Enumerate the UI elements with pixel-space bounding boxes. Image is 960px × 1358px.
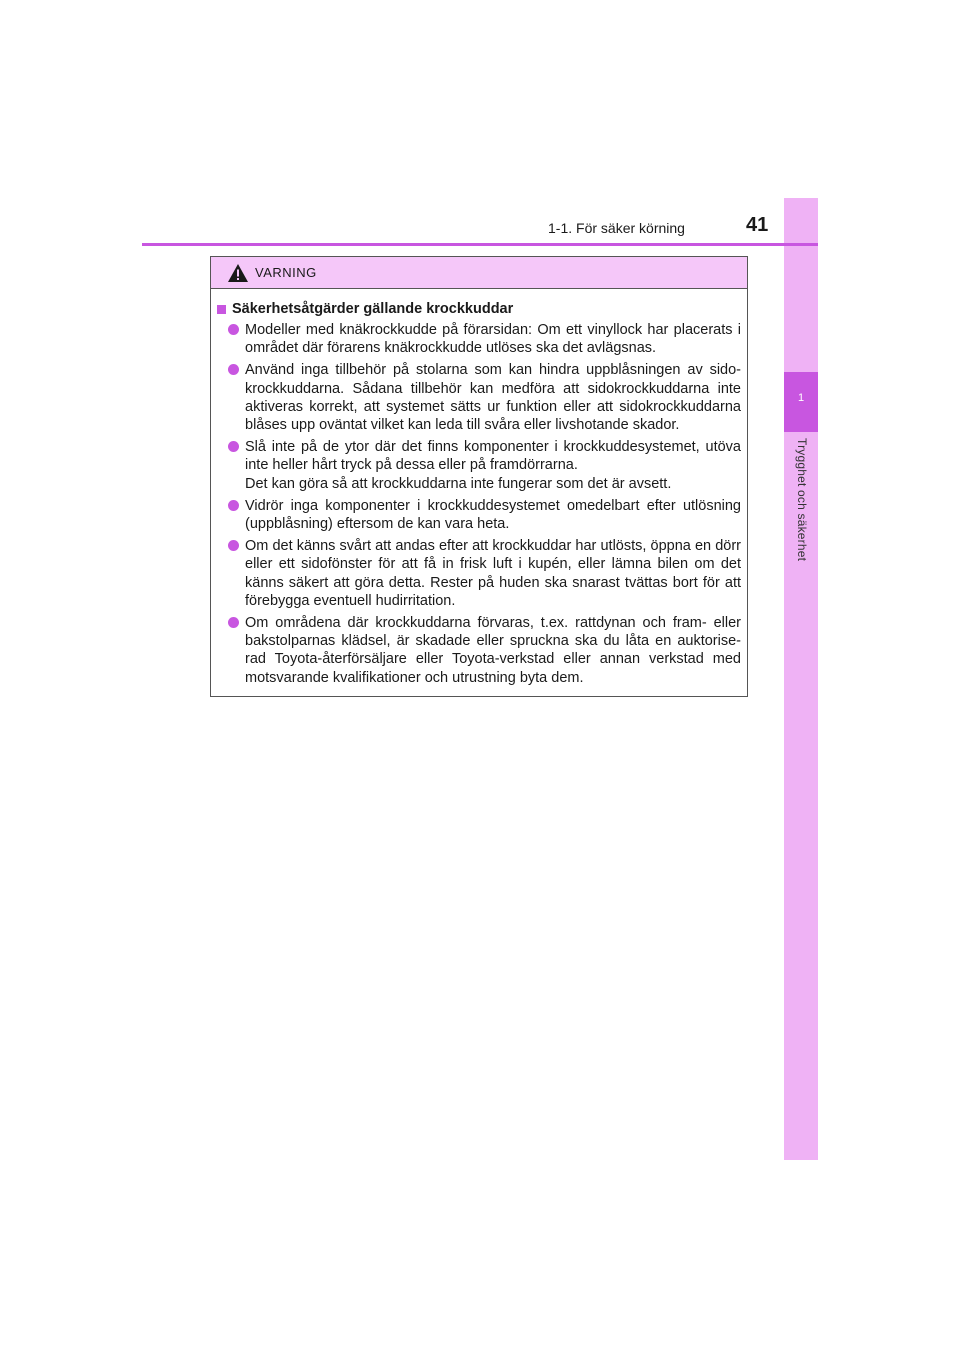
round-bullet-icon — [228, 324, 239, 335]
list-item — [216, 614, 741, 687]
section-heading — [216, 301, 741, 317]
square-bullet-icon — [217, 305, 226, 314]
list-item — [216, 321, 741, 357]
list-item — [216, 361, 741, 434]
warning-triangle-icon — [227, 263, 249, 283]
warning-body — [211, 289, 747, 687]
section-title: 1-1. För säker körning — [548, 220, 685, 236]
list-item — [216, 537, 741, 610]
list-item-text: Om det känns svårt att andas efter att krockkuddar har utlösts, öppna en dörr eller ett sidofönster för att få in frisk luft i kupén, eller lämna bilen om det känns säkert att göra detta. Rester på huden ska snarast tvättas bort för att förebygga eventuell hudirritation. — [245, 538, 741, 609]
list-item-text-continued: Det kan göra så att krockkuddarna inte fungerar som det är avsett. — [245, 475, 672, 492]
list-item-text: Använd inga tillbehör på stolarna som kan hindra uppblåsningen av sido-krockkuddarna. Sådana tillbehör kan medföra att sidokrockkuddarna inte aktiveras korrekt, att systemet sätts ur funktion eller att sidokrockkuddarna blåses upp oväntat vilket kan leda till svåra eller livshotande skador. — [245, 362, 741, 434]
header-divider — [142, 243, 818, 246]
list-item — [216, 438, 741, 493]
chapter-label: Trygghet och säkerhet — [795, 438, 809, 562]
list-item — [216, 497, 741, 533]
chapter-number: 1 — [797, 392, 805, 404]
list-item-text: Vidrör inga komponenter i krockkuddesystemet omedelbart efter utlösning (uppblåsning) eftersom de kan vara heta. — [245, 497, 741, 533]
warning-box — [210, 256, 748, 697]
round-bullet-icon — [228, 441, 239, 452]
page-number: 41 — [746, 214, 769, 236]
round-bullet-icon — [228, 540, 239, 551]
warning-header — [211, 257, 747, 289]
section-heading-text: Säkerhetsåtgärder gällande krockkuddar — [232, 301, 514, 317]
round-bullet-icon — [228, 500, 239, 511]
round-bullet-icon — [228, 617, 239, 628]
chapter-side-tab — [784, 198, 818, 1160]
round-bullet-icon — [228, 364, 239, 375]
list-item-text: Modeller med knäkrockkudde på förarsidan: Om ett vinyllock har placerats i området där förarens knäkrockkudde utlöses ska det avlägsnas. — [245, 322, 741, 357]
list-item-text: Slå inte på de ytor där det finns komponenter i krockkuddesystemet, utöva inte heller hårt tryck på dessa eller på framdörrarna. — [245, 439, 741, 474]
warning-title: VARNING — [255, 265, 317, 280]
list-item-text: Om områdena där krockkuddarna förvaras, t.ex. rattdynan och fram- eller bakstolparnas klädsel, är skadade eller spruckna ska du låta en auktorise-rad Toyota-återförsäljare eller Toyota-verkstad eller annan verkstad med motsvarande kvalifikationer och utrustning byta dem. — [245, 615, 741, 686]
